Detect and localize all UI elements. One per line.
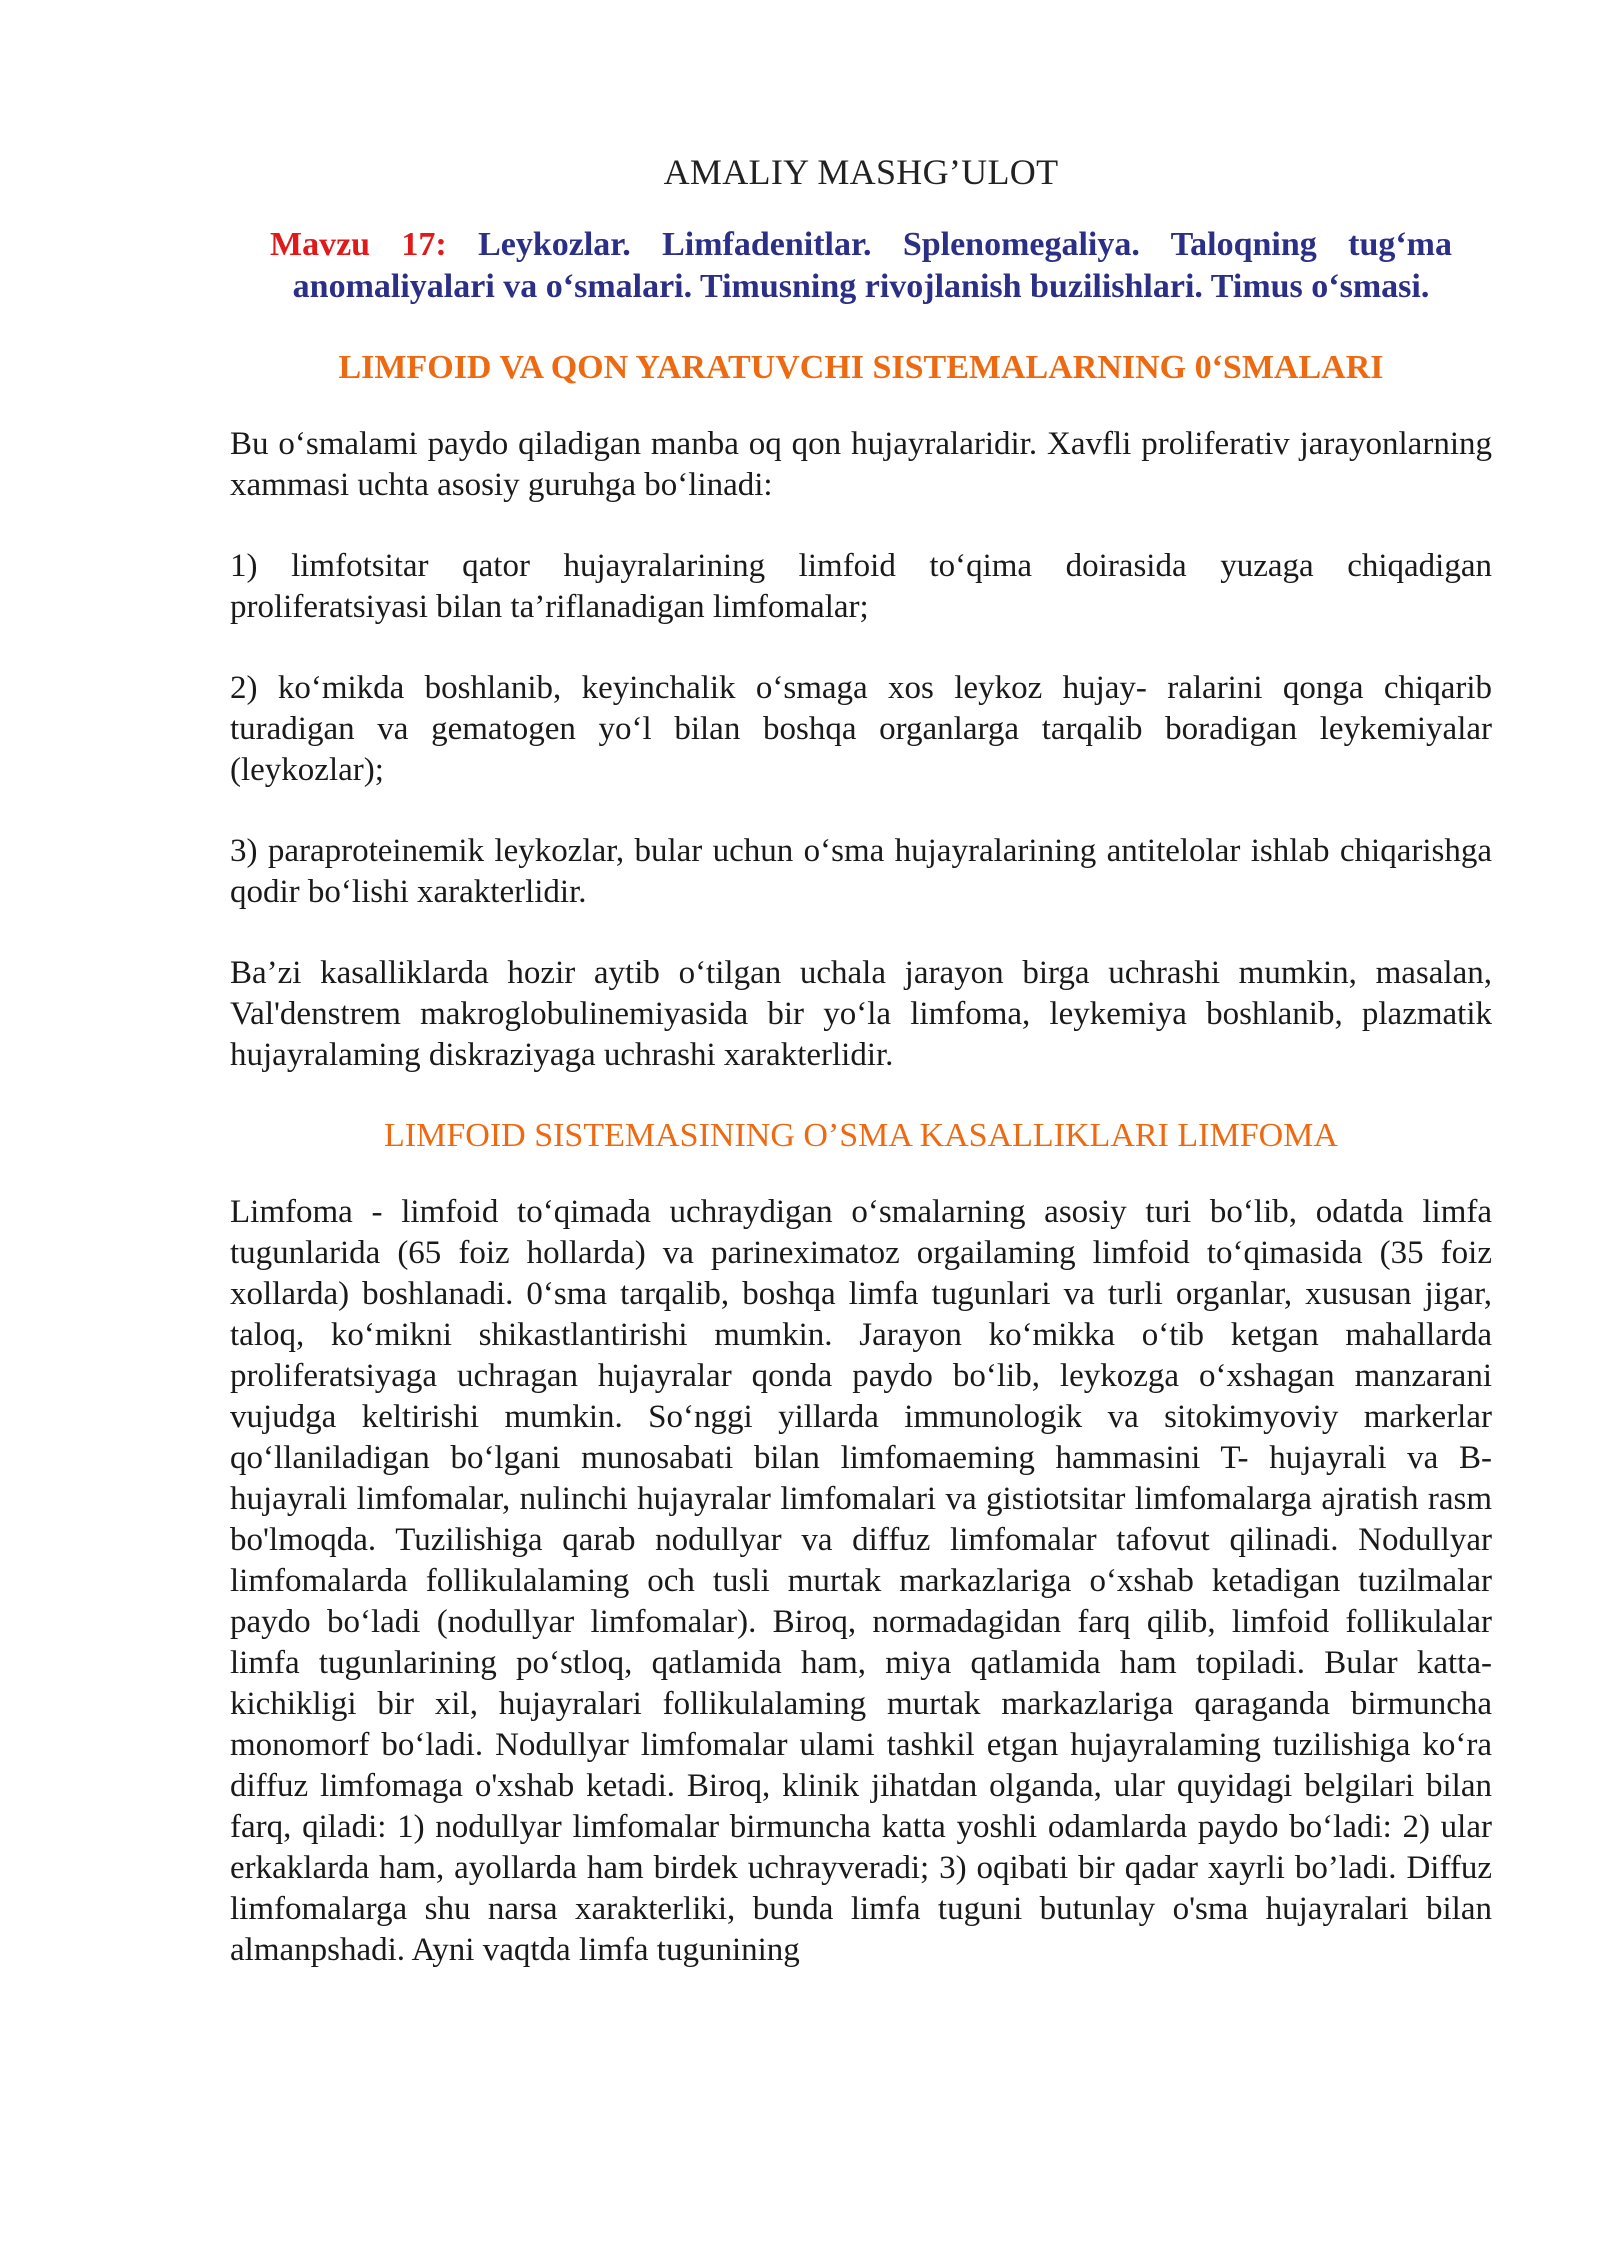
document-title: AMALIY MASHG’ULOT — [663, 152, 1059, 192]
paragraph-lymphoma: Limfoma - limfoid to‘qimada uchraydigan o‘smalarning asosiy turi bo‘lib, odatda limfa tugunlarida (65 foiz hollarda) va parineximatoz orgailaming limfoid to‘qimasida (35 foiz xollarda) boshlanadi. 0‘sma tarqalib, boshqa limfa tugunlari va turli organlar, xususan jigar, taloq, ko‘mikni shikastlantirishi mumkin. Jarayon ko‘mikka o‘tib ketgan mahallarda proliferatsiyaga uchragan hujayralar qonda paydo bo‘lib, leykozga o‘xshagan manzarani vujudga keltirishi mumkin. So‘nggi yillarda immunologik va sitokimyoviy markerlar qo‘llaniladigan bo‘lgani munosabati bilan limfomaeming hammasini T- hujayrali va B-hujayrali limfomalar, nulinchi hujayralar limfomalari va gistiotsitar limfomalarga ajratish rasm bo'lmoqda. Tuzilishiga qarab nodullyar va diffuz limfomalar tafovut qilinadi. Nodullyar limfomalarda follikulalaming och tusli murtak markazlariga o‘xshab ketadigan tuzilmalar paydo bo‘ladi (nodullyar limfomalar). Biroq, normadagidan farq qilib, limfoid follikulalar limfa tugunlarining po‘stloq, qatlamida ham, miya qatlamida ham topiladi. Bular katta-kichikligi bir xil, hujayralari follikulalaming murtak markazlariga qaraganda birmuncha monomorf bo‘ladi. Nodullyar limfomalar ulami tashkil etgan hujayralaming tuzilishiga ko‘ra diffuz limfomaga o'xshab ketadi. Biroq, klinik jihatdan olganda, ular quyidagi belgilari bilan farq, qiladi: 1) nodullyar limfomalar birmuncha katta yoshli odamlarda paydo bo‘ladi: 2) ular erkaklarda ham, ayollarda ham birdek uchrayveradi; 3) oqibati bir qadar xayrli bo’ladi. Diffuz limfomalarga shu narsa xarakterliki, bunda limfa tuguni butunlay o'sma hujayralari bilan almanpshadi. Ayni vaqtda limfa tugunining — [230, 1194, 1492, 1968]
document-page — [230, 148, 1492, 2011]
paragraph: Bu o‘smalami paydo qiladigan manba oq qon hujayralaridir. Xavfli proliferativ jarayonlarning xammasi uchta asosiy guruhga bo‘linadi: — [230, 426, 1492, 503]
section-heading-lymphoma: LIMFOID SISTEMASINING O’SMA KASALLIKLARI LIMFOMA — [384, 1117, 1338, 1154]
topic-label: Mavzu 17: — [270, 226, 447, 263]
topic-text: Leykozlar. Limfadenitlar. Splenomegaliya. Taloqning tug‘ma anomaliyalari va o‘smalari. Timusning rivojlanish buzilishlari. Timus o‘smasi. — [292, 226, 1452, 305]
paragraph-list-item-1: 1) limfotsitar qator hujayralarining limfoid to‘qima doirasida yuzaga chiqadigan proliferatsiyasi bilan ta’riflanadigan limfomalar; — [230, 548, 1492, 625]
paragraph-list-item-3: 3) paraproteinemik leykozlar, bular uchun o‘sma hujayralarining antitelolar ishlab chiqarishga qodir bo‘lishi xarakterlidir. — [230, 833, 1492, 910]
paragraph: Ba’zi kasalliklarda hozir aytib o‘tilgan uchala jarayon birga uchrashi mumkin, masalan, Val'denstrem makroglobulinemiyasida bir yo‘la limfoma, leykemiya boshlanib, plazmatik hujayralaming diskraziyaga uchrashi xarakterlidir. — [230, 955, 1492, 1073]
topic-title — [270, 224, 1452, 308]
section-heading-lymphoid-hematopoietic: LIMFOID VA QON YARATUVCHI SISTEMALARNING 0‘SMALARI — [338, 349, 1384, 386]
paragraph-list-item-2: 2) ko‘mikda boshlanib, keyinchalik o‘smaga xos leykoz hujay- ralarini qonga chiqarib turadigan va gematogen yo‘l bilan boshqa organlarga tarqalib boradigan leykemiyalar (leykozlar); — [230, 670, 1492, 788]
